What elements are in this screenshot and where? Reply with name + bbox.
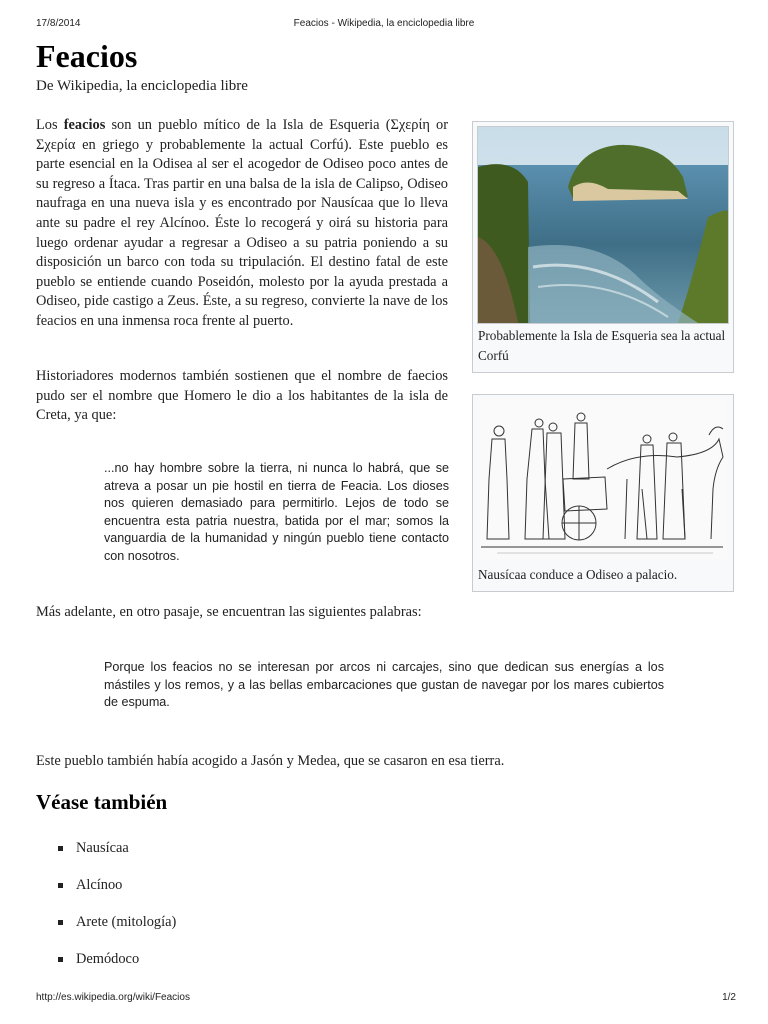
see-also-item-nausicaa[interactable]	[56, 838, 176, 875]
page-subtitle: De Wikipedia, la enciclopedia libre	[36, 78, 248, 94]
see-also-heading: Véase también	[36, 790, 168, 814]
bullet-icon	[58, 883, 63, 888]
nausicaa-engraving	[477, 399, 727, 559]
passage-intro: Más adelante, en otro pasaje, se encuentran las siguientes palabras:	[36, 604, 422, 620]
blockquote-1: ...no hay hombre sobre la tierra, ni nunca lo habrá, que se atreva a posar un pie hostil en tierra de Feacia. Los dioses nos quieren demasiado para permitirlo. Lejos de todo se encuentra esta patria nuestra, batida por el mar; somos la vanguardia de la humanidad y ningún pueblo tiene contacto con nosotros.	[104, 461, 449, 563]
photo-thumbnail	[472, 121, 734, 373]
jason-medea-paragraph: Este pueblo también había acogido a Jasón y Medea, que se casaron en esa tierra.	[36, 753, 505, 769]
photo-caption: Probablemente la Isla de Esqueria sea la actual Corfú	[478, 328, 726, 363]
see-also-link[interactable]: Alcínoo	[76, 877, 123, 893]
see-also-item-demodoco[interactable]	[56, 949, 176, 986]
print-page-number: 1/2	[722, 992, 736, 1003]
engraving-caption: Nausícaa conduce a Odiseo a palacio.	[478, 567, 678, 582]
bullet-icon	[58, 920, 63, 925]
print-url: http://es.wikipedia.org/wiki/Feacios	[36, 992, 190, 1003]
intro-term: feacios	[63, 117, 106, 133]
bullet-icon	[58, 957, 63, 962]
see-also-item-arete[interactable]	[56, 912, 176, 949]
engraving-thumbnail	[472, 394, 734, 592]
see-also-list	[56, 838, 176, 986]
corfu-coast-photo	[477, 126, 729, 324]
page-title: Feacios	[36, 38, 138, 74]
intro-paragraph	[36, 116, 448, 332]
blockquote-2: Porque los feacios no se interesan por arcos ni carcajes, sino que dedican sus energías a los mástiles y los remos, y a las bellas embarcaciones que gustan de navegar por los mares cubiertos de espuma.	[104, 660, 664, 710]
see-also-link[interactable]: Demódoco	[76, 951, 140, 967]
see-also-link[interactable]: Arete (mitología)	[76, 914, 177, 930]
see-also-link[interactable]: Nausícaa	[76, 840, 129, 856]
intro-body: son un pueblo mítico de la Isla de Esqueria (Σχερίη or Σχερία en griego y probablemente la actual Corfú). Este pueblo es parte esencial en la Odisea al ser el acogedor de Odiseo poco antes de su regreso a Ítaca. Tras partir en una balsa de la isla de Calipso, Odiseo naufraga en una nueva isla y es encontrado por Nausícaa que lo lleva ante su padre el rey Alcínoo. Éste lo recogerá y oirá su historia para luego ordenar ayudar a regresar a Odiseo a su patria poniendo a su disposición un barco con toda su tripulación. El destino fatal de este pueblo se entiende cuando Poseidón, molesto por la ayuda prestada a Odiseo, pide castigo a Zeus. Éste, a su regreso, convierte la nave de los feacios en una inmensa roca frente al puerto.	[36, 117, 449, 329]
intro-lead: Los	[36, 117, 64, 133]
print-page-title: Feacios - Wikipedia, la enciclopedia libre	[293, 18, 475, 29]
bullet-icon	[58, 846, 63, 851]
historians-paragraph: Historiadores modernos también sostienen que el nombre de faecios pudo ser el nombre que Homero le dio a los habitantes de la isla de Creta, ya que:	[36, 368, 448, 424]
see-also-item-alcinoo[interactable]	[56, 875, 176, 912]
print-date: 17/8/2014	[36, 18, 81, 29]
